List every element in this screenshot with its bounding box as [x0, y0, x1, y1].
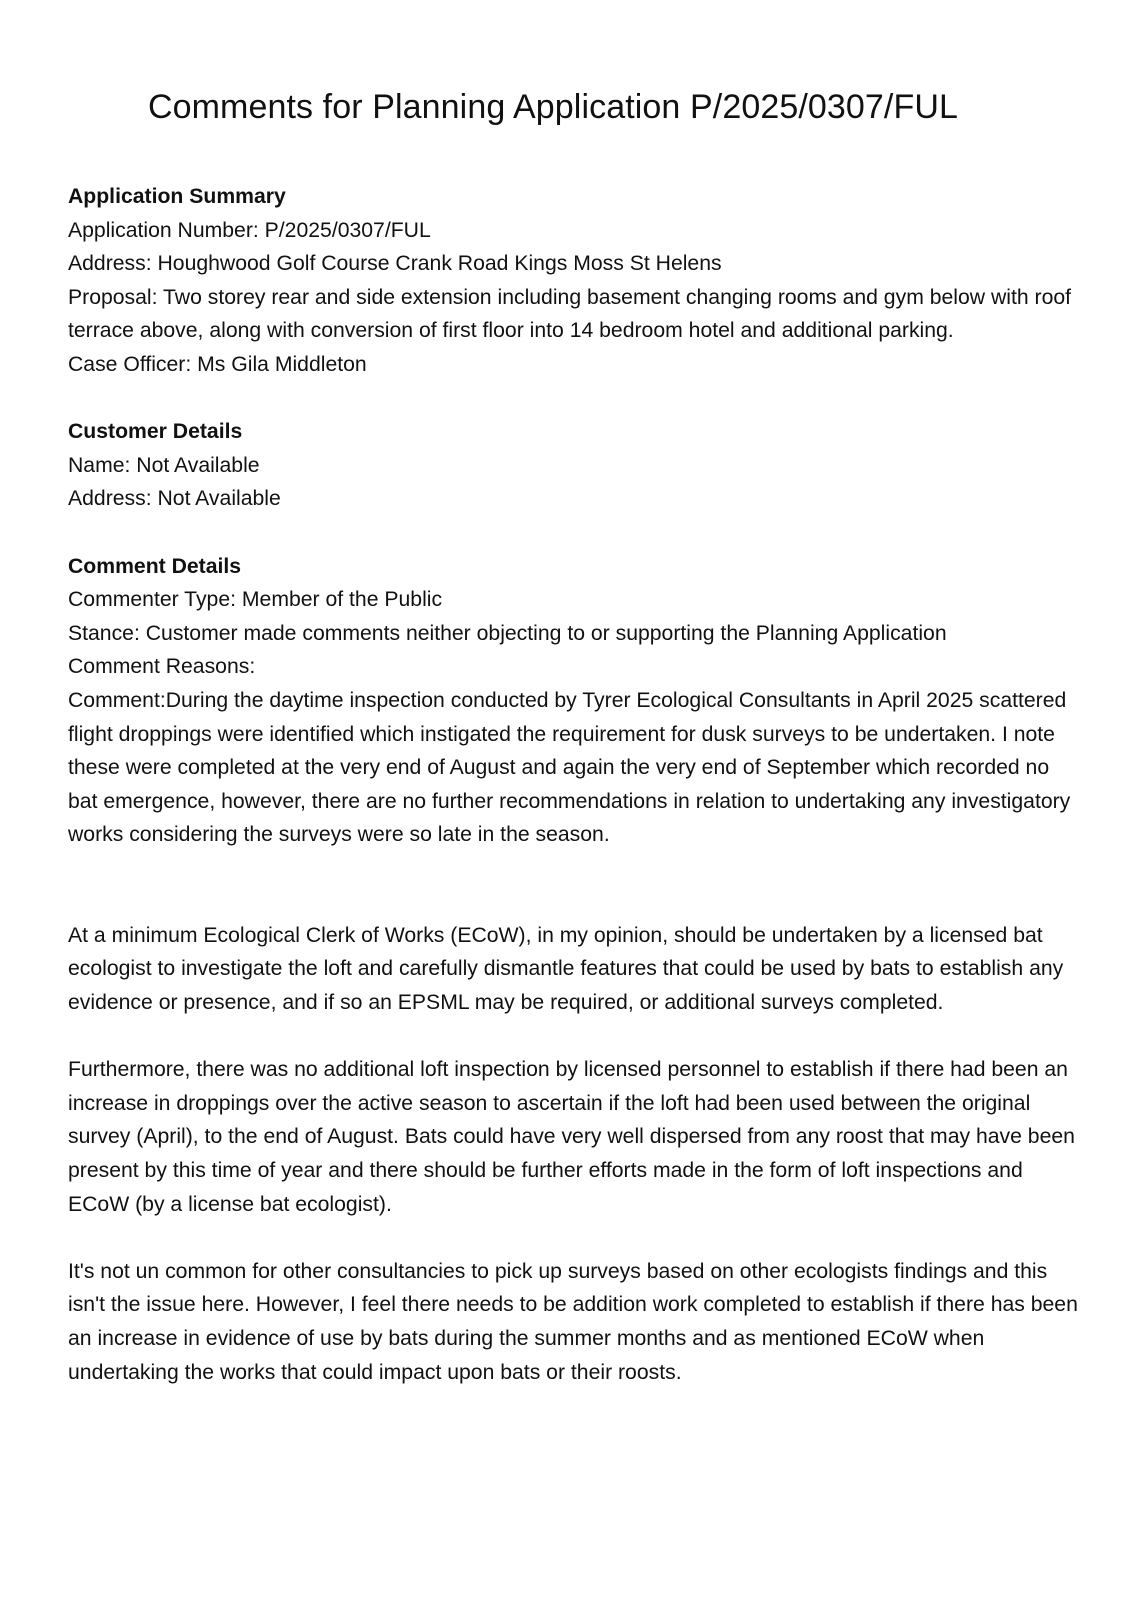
paragraph-spacer: [68, 1020, 1078, 1054]
customer-name: Name: Not Available: [68, 453, 260, 477]
paragraph-spacer: [68, 1221, 1078, 1255]
comment-details-section: [68, 550, 1078, 1390]
customer-address: Address: Not Available: [68, 487, 281, 511]
stance: Stance: Customer made comments neither objecting to or supporting the Planning Application: [68, 621, 947, 645]
application-summary-section: [68, 180, 1078, 382]
comment-paragraph: At a minimum Ecological Clerk of Works (ECoW), in my opinion, should be undertaken by a licensed bat ecologist to investigate the loft and carefully dismantle features that could be used by bats to establish any evidence or presence, and if so an EPSML may be required, or additional surveys completed.: [68, 923, 1064, 1015]
comment-paragraph: Furthermore, there was no additional loft inspection by licensed personnel to establish if there had been an increase in droppings over the active season to ascertain if the loft had been used between the original survey (April), to the end of August. Bats could have very well dispersed from any roost that may have been present by this time of year and there should be further efforts made in the form of loft inspections and ECoW (by a license bat ecologist).: [68, 1058, 1075, 1216]
application-address: Address: Houghwood Golf Course Crank Road Kings Moss St Helens: [68, 252, 722, 276]
commenter-type: Commenter Type: Member of the Public: [68, 588, 443, 612]
comment-paragraph: It's not un common for other consultancies to pick up surveys based on other ecologists findings and this isn't the issue here. However, I feel there needs to be addition work completed to establish if there has been an increase in evidence of use by bats during the summer months and as mentioned ECoW when undertaking the works that could impact upon bats or their roosts.: [68, 1259, 1078, 1384]
document-body: [68, 180, 1078, 1389]
comment-reasons: Comment Reasons:: [68, 655, 256, 679]
comment-text: Comment:During the daytime inspection conducted by Tyrer Ecological Consultants in April 2025 scattered flight droppings were identified which instigated the requirement for dusk surveys to be undertaken. I note these were completed at the very end of August and again the very end of September which recorded no bat emergence, however, there are no further recommendations in relation to undertaking any investigatory works considering the surveys were so late in the season.: [68, 688, 1071, 847]
application-summary-heading: Application Summary: [68, 185, 286, 208]
page-title: Comments for Planning Application P/2025/0307/FUL: [147, 88, 959, 126]
application-number: Application Number: P/2025/0307/FUL: [68, 218, 431, 242]
customer-details-section: [68, 415, 1078, 516]
paragraph-spacer: [68, 852, 1078, 919]
application-proposal: Proposal: Two storey rear and side extension including basement changing rooms and gym below with roof terrace above, along with conversion of first floor into 14 bedroom hotel and additional parking.: [68, 285, 1072, 343]
customer-details-heading: Customer Details: [68, 420, 243, 444]
comment-details-heading: Comment Details: [68, 554, 242, 578]
case-officer: Case Officer: Ms Gila Middleton: [68, 352, 367, 376]
